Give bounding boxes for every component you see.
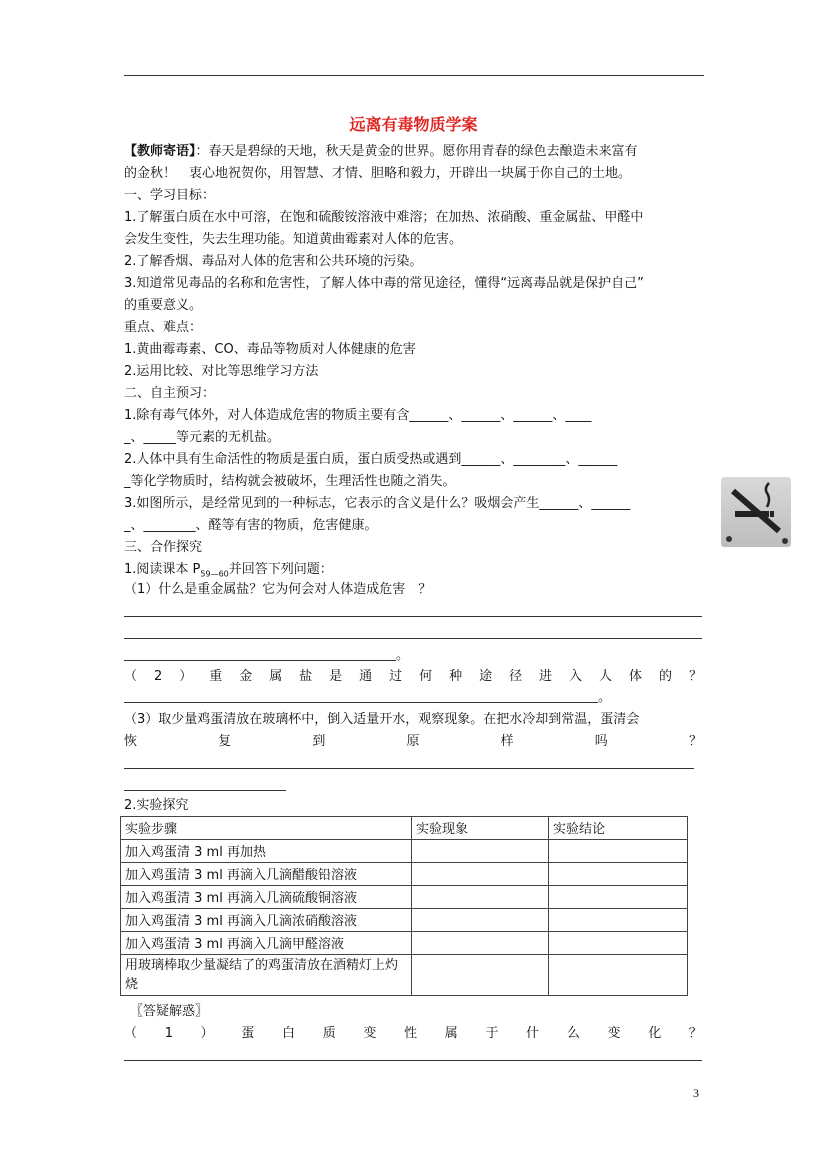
table-row — [121, 863, 688, 886]
preview-line-5: 3.如图所示，是经常见到的一种标志，它表示的含义是什么？吸烟会产生______、______ — [124, 496, 631, 511]
key-line-1: 1.黄曲霉毒素、CO、毒品等物质对人体健康的危害 — [124, 342, 416, 357]
preview-line-3: 2.人体中具有生命活性的物质是蛋白质，蛋白质受热或遇到______、________、______ — [124, 452, 618, 467]
spread-char: 蛋 — [241, 1026, 255, 1041]
spread-char: 体 — [629, 669, 643, 684]
phenomenon-cell[interactable] — [412, 863, 549, 886]
table-row — [121, 932, 688, 955]
section-heading-key: 重点、难点： — [124, 320, 203, 335]
spread-char: ） — [200, 1026, 214, 1041]
spread-char: 入 — [569, 669, 583, 684]
table-row — [121, 955, 688, 996]
spread-char: 1 — [164, 1026, 173, 1041]
spread-char: 于 — [485, 1026, 499, 1041]
section-heading-goals: 一、学习目标： — [124, 188, 216, 203]
qa-heading: 〖答疑解惑〗 — [130, 1004, 209, 1019]
spread-char: 属 — [444, 1026, 458, 1041]
page-number: 3 — [693, 1086, 699, 1100]
phenomenon-cell[interactable] — [412, 840, 549, 863]
table-row — [121, 909, 688, 932]
question-1: （1）什么是重金属盐？它为何会对人体造成危害 ？ — [124, 582, 432, 597]
preview-line-6: _、________、醛等有害的物质，危害健康。 — [124, 518, 378, 533]
step-cell: 加入鸡蛋清 3 ml 再加热 — [121, 840, 412, 863]
step-cell: 加入鸡蛋清 3 ml 再滴入几滴浓硝酸溶液 — [121, 909, 412, 932]
spread-char: 到 — [312, 734, 326, 749]
question-2 — [124, 667, 702, 686]
section-heading-preview: 二、自主预习： — [124, 386, 216, 401]
spread-char: ？ — [688, 1026, 702, 1041]
answer-line — [124, 702, 598, 703]
preview-line-1: 1.除有毒气体外，对人体造成危害的物质主要有含______、______、______、____ — [124, 408, 592, 423]
spread-char: 盐 — [299, 669, 313, 684]
spread-char: ） — [179, 669, 193, 684]
spread-char: 原 — [406, 734, 420, 749]
key-line-2: 2.运用比较、对比等思维学习方法 — [124, 364, 319, 379]
answer-line — [124, 1060, 702, 1061]
step-cell: 用玻璃棒取少量凝结了的鸡蛋清放在酒精灯上灼烧 — [121, 955, 412, 996]
spread-char: 复 — [218, 734, 232, 749]
answer-end-mark: 。 — [598, 690, 612, 705]
header-steps: 实验步骤 — [121, 817, 412, 840]
qa-question-1 — [124, 1024, 702, 1043]
answer-line — [124, 768, 694, 769]
spread-char: 属 — [269, 669, 283, 684]
teacher-message-line-2: 的金秋！ 衷心地祝贺你，用智慧、才情、胆略和毅力，开辟出一块属于你自己的土地。 — [124, 166, 632, 181]
teacher-message-label: 【教师寄语】 — [124, 144, 196, 159]
spread-char: 金 — [239, 669, 253, 684]
answer-line — [124, 790, 286, 791]
goal-line-3: 2.了解香烟、毒品对人体的危害和公共环境的污染。 — [124, 254, 423, 269]
spread-char: ？ — [688, 669, 702, 684]
spread-char: 进 — [539, 669, 553, 684]
spread-char: 途 — [479, 669, 493, 684]
header-conclusion: 实验结论 — [549, 817, 688, 840]
goal-line-4: 3.知道常见毒品的名称和危害性，了解人体中毒的常见途径，懂得“远离毒品就是保护自己” — [124, 276, 644, 291]
spread-char: 恢 — [124, 734, 138, 749]
spread-char: 性 — [404, 1026, 418, 1041]
section-heading-explore: 三、合作探究 — [124, 540, 203, 555]
conclusion-cell[interactable] — [549, 840, 688, 863]
experiment-heading: 2.实验探究 — [124, 798, 189, 813]
goal-line-5: 的重要意义。 — [124, 298, 203, 313]
spread-char: 白 — [282, 1026, 296, 1041]
answer-line — [124, 660, 396, 661]
page-title: 远离有毒物质学案 — [349, 115, 478, 134]
spread-char: 化 — [648, 1026, 662, 1041]
spread-char: 通 — [359, 669, 373, 684]
table-header-row — [121, 817, 688, 840]
answer-line — [124, 616, 702, 617]
question-3-line-2 — [124, 732, 702, 751]
step-cell: 加入鸡蛋清 3 ml 再滴入几滴醋酸铅溶液 — [121, 863, 412, 886]
conclusion-cell[interactable] — [549, 909, 688, 932]
conclusion-cell[interactable] — [549, 955, 688, 996]
spread-char: 变 — [363, 1026, 377, 1041]
phenomenon-cell[interactable] — [412, 932, 549, 955]
conclusion-cell[interactable] — [549, 863, 688, 886]
step-cell: 加入鸡蛋清 3 ml 再滴入几滴硫酸铜溶液 — [121, 886, 412, 909]
spread-char: （ — [124, 669, 138, 684]
spread-char: 过 — [389, 669, 403, 684]
phenomenon-cell[interactable] — [412, 886, 549, 909]
preview-line-4: _等化学物质时，结构就会被破坏，生理活性也随之消失。 — [124, 474, 456, 489]
table-row — [121, 886, 688, 909]
spread-char: 质 — [322, 1026, 336, 1041]
preview-line-2: _、_____等元素的无机盐。 — [124, 430, 281, 445]
spread-char: （ — [124, 1026, 138, 1041]
read-prefix: 1.阅读课本 P — [124, 562, 201, 577]
spread-char: 样 — [500, 734, 514, 749]
spread-char: 2 — [153, 669, 163, 684]
phenomenon-cell[interactable] — [412, 909, 549, 932]
spread-char: 是 — [329, 669, 343, 684]
answer-end-mark: 。 — [396, 648, 410, 663]
header-phenomenon: 实验现象 — [412, 817, 549, 840]
goal-line-1: 1.了解蛋白质在水中可溶，在饱和硫酸铵溶液中难溶；在加热、浓硝酸、重金属盐、甲醛中 — [124, 210, 644, 225]
spread-char: 人 — [599, 669, 613, 684]
spread-char: 吗 — [594, 734, 608, 749]
spread-char: 变 — [607, 1026, 621, 1041]
spread-char: 什 — [526, 1026, 540, 1041]
question-3-line-1: （3）取少量鸡蛋清放在玻璃杯中，倒入适量开水，观察现象。在把水冷却到常温，蛋清会 — [124, 712, 640, 727]
table-row — [121, 840, 688, 863]
teacher-message-line-1 — [124, 142, 638, 161]
spread-char: 么 — [566, 1026, 580, 1041]
experiment-table — [120, 816, 688, 996]
phenomenon-cell[interactable] — [412, 955, 549, 996]
spread-char: 种 — [449, 669, 463, 684]
spread-char: 的 — [658, 669, 672, 684]
goal-line-2: 会发生变性，失去生理功能。知道黄曲霉素对人体的危害。 — [124, 232, 463, 247]
read-suffix: 并回答下列问题： — [228, 562, 333, 577]
teacher-message-text: ：春天是碧绿的天地，秋天是黄金的世界。愿你用青春的绿色去酿造未来富有 — [195, 144, 638, 159]
spread-char: 重 — [209, 669, 223, 684]
spread-char: ？ — [688, 734, 702, 749]
conclusion-cell[interactable] — [549, 932, 688, 955]
step-cell: 加入鸡蛋清 3 ml 再滴入几滴甲醛溶液 — [121, 932, 412, 955]
conclusion-cell[interactable] — [549, 886, 688, 909]
read-pages: 59—60 — [200, 569, 229, 579]
header-rule — [124, 75, 704, 76]
no-smoking-icon — [721, 477, 791, 547]
answer-line — [124, 638, 702, 639]
spread-char: 何 — [419, 669, 433, 684]
spread-char: 径 — [509, 669, 523, 684]
